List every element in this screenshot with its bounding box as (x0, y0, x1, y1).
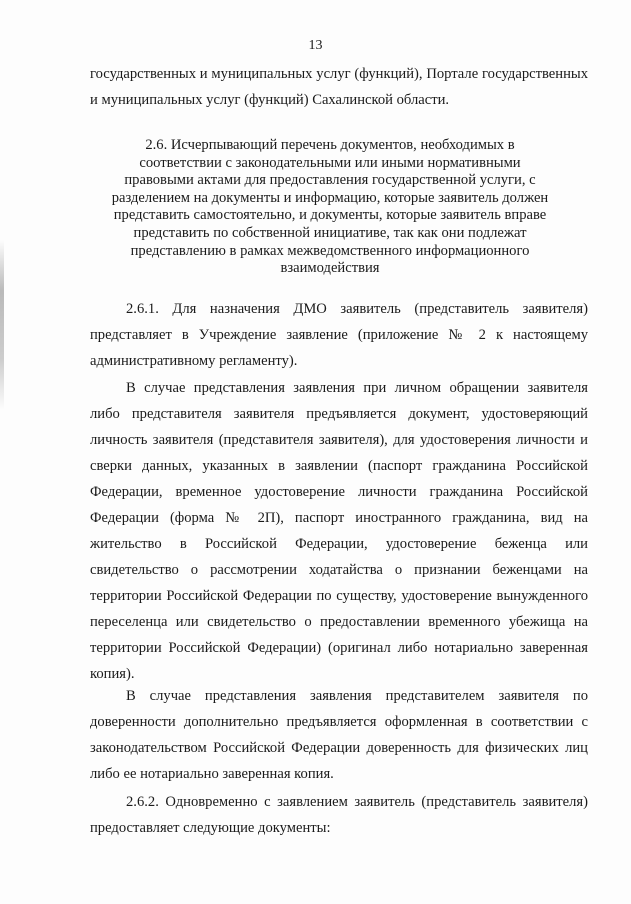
scan-edge-mark (0, 240, 4, 410)
paragraph-2-6-1: 2.6.1. Для назначения ДМО заявитель (представитель заявителя) представляет в Учреждение заявление (приложение № 2 к настоящему административному регламенту). (90, 301, 588, 369)
page-number: 13 (308, 38, 323, 53)
intro-paragraph: государственных и муниципальных услуг (функций), Портале государственных и муниципальных услуг (функций) Сахалинской области. (90, 66, 588, 108)
section-heading: 2.6. Исчерпывающий перечень документов, необходимых в соответствии с законодательными или иными нормативными правовыми актами для предоставления государственной услуги, с разделением на документы и информацию, которые заявитель должен представить самостоятельно, и документы, которые заявитель вправе представить по собственной инициативе, так как они подлежат представлению в рамках межведомственного информационного взаимодействия (111, 137, 549, 277)
paragraph-2-6-2: 2.6.2. Одновременно с заявлением заявитель (представитель заявителя) предоставляет следующие документы: (90, 794, 588, 836)
paragraph-personal-application: В случае представления заявления при личном обращении заявителя либо представителя заявителя предъявляется документ, удостоверяющий личность заявителя (представителя заявителя), для удостоверения личности и сверки данных, указанных в заявлении (паспорт гражданина Российской Федерации, временное удостоверение личности гражданина Российской Федерации (форма № 2П), паспорт иностранного гражданина, вид на жительство в Российской Федерации, удостоверение беженца или свидетельство о рассмотрении ходатайства о признании беженцами на территории Российской Федерации по существу, удостоверение вынужденного переселенца или свидетельство о предоставлении временного убежища на территории Российской Федерации) (оригинал либо нотариально заверенная копия). (90, 380, 588, 682)
paragraph-proxy-application: В случае представления заявления представителем заявителя по доверенности дополнительно предъявляется оформленная в соответствии с законодательством Российской Федерации доверенность для физических лиц либо ее нотариально заверенная копия. (90, 688, 588, 782)
